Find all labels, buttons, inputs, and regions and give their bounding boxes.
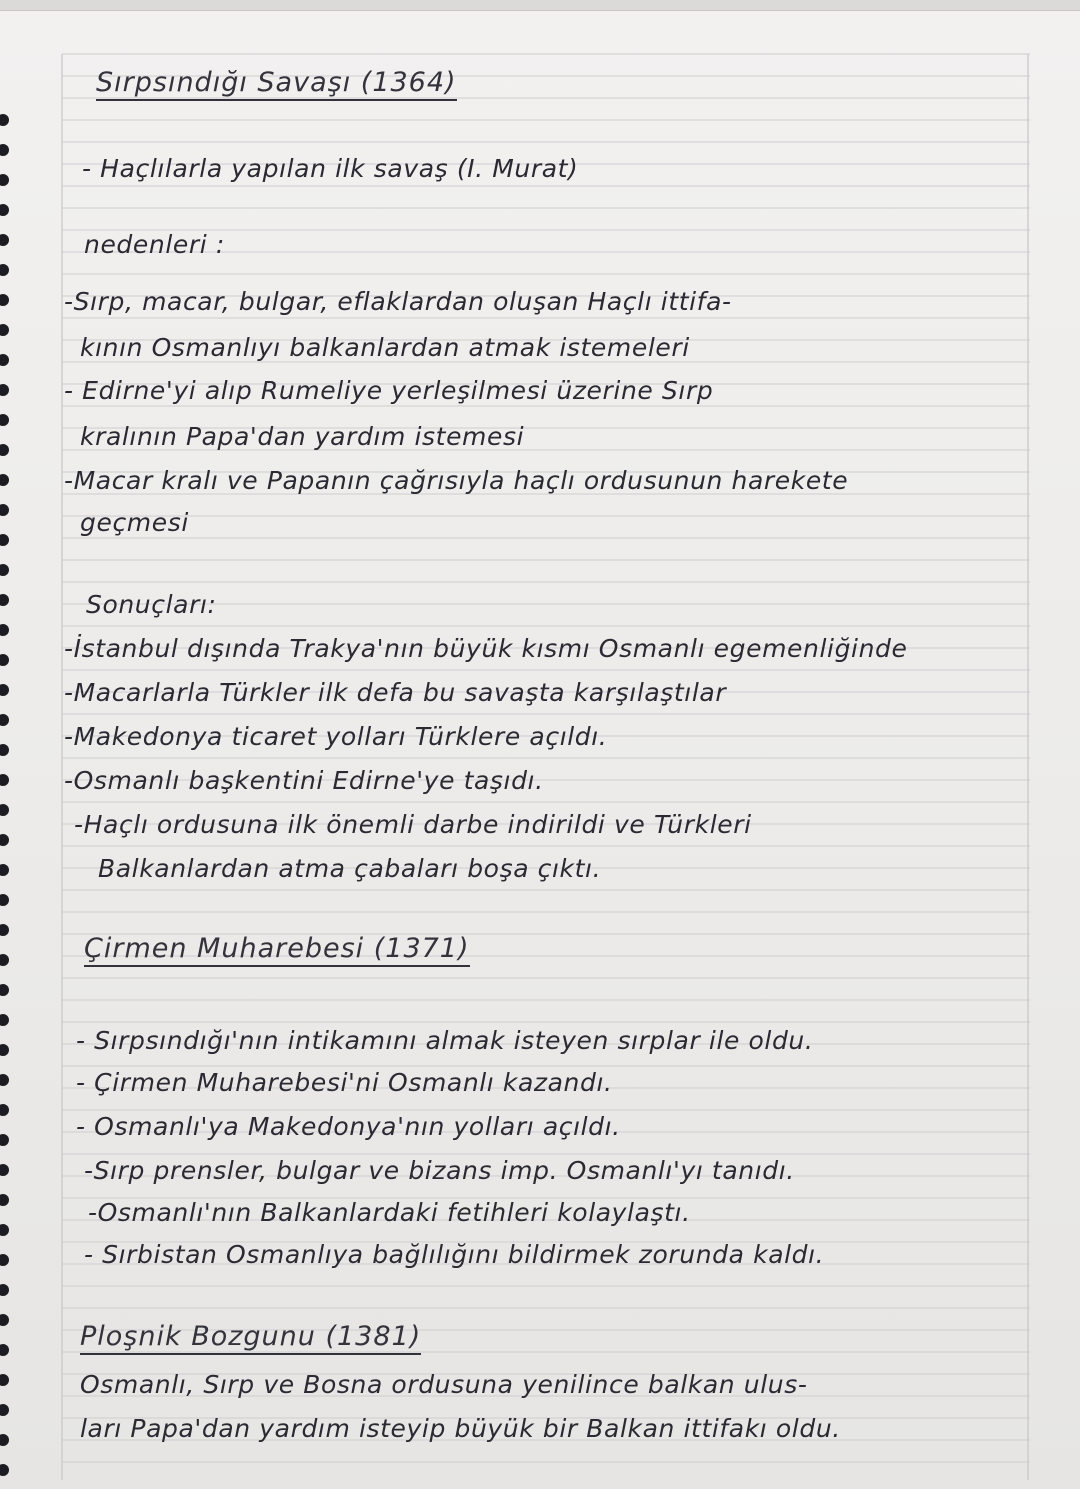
binding-hole [0,1224,9,1236]
reason-line: - Edirne'yi alıp Rumeliye yerleşilmesi üzerine Sırp [64,376,714,405]
section3-line: ları Papa'dan yardım isteyip büyük bir Balkan ittifakı oldu. [80,1414,841,1443]
results-label: Sonuçları: [86,590,217,619]
result-line: -Macarlarla Türkler ilk defa bu savaşta karşılaştılar [64,678,727,707]
binding-hole [0,294,9,306]
binding-hole [0,324,9,336]
binding-hole [0,1164,9,1176]
section1-intro: - Haçlılarla yapılan ilk savaş (I. Murat) [82,154,579,183]
binding-hole [0,354,9,366]
binding-hole [0,384,9,396]
reason-line: -Sırp, macar, bulgar, eflaklardan oluşan Haçlı ittifa- [64,287,732,316]
reason-line: -Macar kralı ve Papanın çağrısıyla haçlı ordusunun harekete [64,466,849,495]
binding-hole [0,774,9,786]
binding-hole [0,264,9,276]
binding-hole [0,804,9,816]
binding-hole [0,504,9,516]
binding-hole [0,1014,9,1026]
section2-title: Çirmen Muharebesi (1371) [84,934,470,964]
reasons-label: nedenleri : [84,230,225,259]
section2-item: - Sırpsındığı'nın intikamını almak isteyen sırplar ile oldu. [76,1026,814,1055]
binding-hole [0,1074,9,1086]
binding-hole [0,1344,9,1356]
binding-hole [0,984,9,996]
section3-line: Osmanlı, Sırp ve Bosna ordusuna yenilince balkan ulus- [80,1370,808,1399]
binding-holes [0,0,30,1489]
binding-hole [0,144,9,156]
section2-item: - Osmanlı'ya Makedonya'nın yolları açıldı. [76,1112,621,1141]
binding-hole [0,414,9,426]
binding-hole [0,894,9,906]
binding-hole [0,594,9,606]
binding-hole [0,534,9,546]
binding-hole [0,864,9,876]
result-line: -Haçlı ordusuna ilk önemli darbe indirildi ve Türkleri [74,810,752,839]
section2-item: - Çirmen Muharebesi'ni Osmanlı kazandı. [76,1068,613,1097]
section2-item: -Sırp prensler, bulgar ve bizans imp. Osmanlı'yı tanıdı. [84,1156,795,1185]
binding-hole [0,564,9,576]
binding-hole [0,1374,9,1386]
binding-hole [0,1404,9,1416]
binding-hole [0,1254,9,1266]
binding-hole [0,744,9,756]
section1-title: Sırpsındığı Savaşı (1364) [96,68,457,98]
binding-hole [0,114,9,126]
binding-hole [0,1284,9,1296]
binding-hole [0,1104,9,1116]
reason-line: kralının Papa'dan yardım istemesi [80,422,525,451]
binding-hole [0,444,9,456]
section2-item: -Osmanlı'nın Balkanlardaki fetihleri kolaylaştı. [88,1198,691,1227]
binding-hole [0,834,9,846]
binding-hole [0,474,9,486]
binding-hole [0,654,9,666]
binding-hole [0,1464,9,1476]
reason-line: geçmesi [80,508,189,537]
binding-hole [0,714,9,726]
binding-hole [0,924,9,936]
binding-hole [0,1434,9,1446]
binding-hole [0,234,9,246]
binding-hole [0,1314,9,1326]
section3-title: Ploşnik Bozgunu (1381) [80,1322,421,1352]
binding-hole [0,684,9,696]
result-line: -Osmanlı başkentini Edirne'ye taşıdı. [64,766,544,795]
binding-hole [0,1194,9,1206]
binding-hole [0,174,9,186]
binding-hole [0,204,9,216]
reason-line: kının Osmanlıyı balkanlardan atmak istemeleri [80,333,690,362]
section2-item: - Sırbistan Osmanlıya bağlılığını bildirmek zorunda kaldı. [84,1240,825,1269]
binding-hole [0,954,9,966]
result-line: -İstanbul dışında Trakya'nın büyük kısmı Osmanlı egemenliğinde [64,634,908,663]
binding-hole [0,624,9,636]
result-line: Balkanlardan atma çabaları boşa çıktı. [98,854,602,883]
binding-hole [0,1134,9,1146]
result-line: -Makedonya ticaret yolları Türklere açıldı. [64,722,608,751]
binding-hole [0,1044,9,1056]
